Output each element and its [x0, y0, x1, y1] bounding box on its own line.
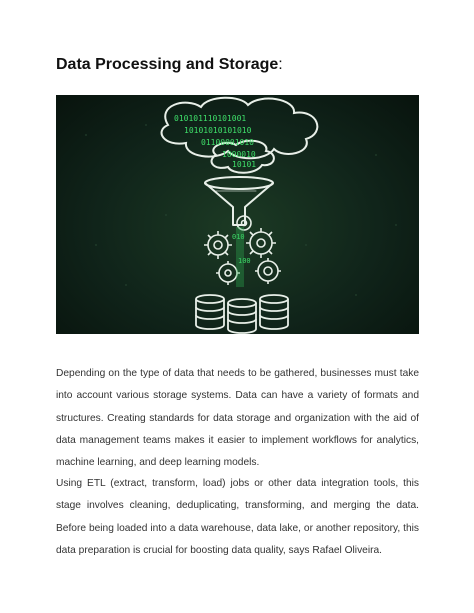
binary-line: 1000010 [222, 150, 256, 159]
database-icon [196, 295, 288, 333]
paragraph-storage-systems: Depending on the type of data that needs to be gathered, businesses must take into account various storage systems. Data can have a variety of formats and structures. Creating standards for data storage and organization with the aid of data management teams makes it easier to implement workflows for analytics, machine learning, and deep learning models. [56, 368, 419, 469]
binary-line: 010 [232, 233, 245, 241]
paragraph-etl: Using ETL (extract, transform, load) jobs or other data integration tools, this stage involves cleaning, deduplicating, transforming, and merging the data. Before being loaded into a data warehouse, data lake, or another repository, this data preparation is crucial for boosting data quality, says Rafael Oliveira. [56, 478, 419, 556]
title-text: Data Processing and Storage [56, 56, 279, 73]
page-title [56, 56, 283, 74]
binary-line: 01100001010 [201, 138, 254, 147]
binary-line: 10101 [232, 160, 257, 169]
binary-stream [174, 114, 256, 169]
title-colon: : [278, 56, 283, 73]
binary-line: 010101110101001 [174, 114, 247, 123]
data-processing-illustration [56, 95, 419, 334]
binary-line: 100 [238, 257, 251, 265]
binary-line: 10101010101010 [184, 126, 252, 135]
